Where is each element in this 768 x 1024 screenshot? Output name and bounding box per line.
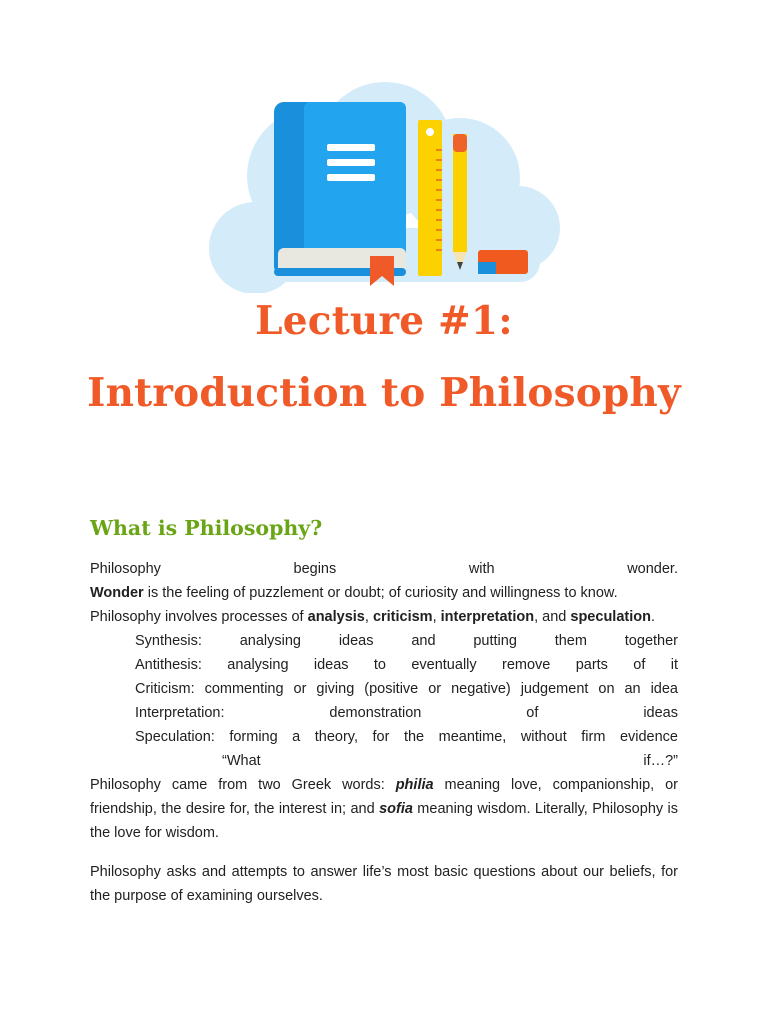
closing-section <box>90 860 678 908</box>
opening-line: Philosophy begins with wonder. <box>90 561 678 577</box>
processes-intro-text: Philosophy involves processes of <box>90 609 308 625</box>
wonder-text: is the feeling of puzzlement or doubt; of curiosity and willingness to know. <box>143 585 618 601</box>
section-heading: What is Philosophy? <box>90 516 323 540</box>
term-analysis: analysis <box>307 609 365 625</box>
separator: , <box>364 609 373 625</box>
eraser-icon <box>478 250 528 274</box>
process-item-interpretation: Interpretation: demonstration of ideas <box>135 705 678 721</box>
separator: , <box>432 609 441 625</box>
lecture-title: Lecture #1: <box>255 298 513 344</box>
term-interpretation: interpretation <box>440 609 535 625</box>
processes-intro <box>90 605 678 629</box>
wonder-term: Wonder <box>90 585 144 601</box>
process-item-antithesis: Antithesis: analysing ideas to eventually remove parts of it <box>135 657 678 673</box>
term-sofia: sofia <box>379 801 413 817</box>
pencil-icon <box>453 134 467 270</box>
process-item-speculation: Speculation: forming a theory, for the meantime, without firm evidence <box>135 729 678 745</box>
sofia-definition: meaning wisdom. Literally, Philosophy is the love for wisdom. <box>90 801 678 841</box>
term-speculation: speculation <box>570 609 651 625</box>
term-philia: philia <box>395 777 434 793</box>
separator: , and <box>534 609 571 625</box>
wonder-definition <box>90 581 678 605</box>
section-body <box>90 557 678 845</box>
lecture-subtitle: Introduction to Philosophy <box>87 370 681 416</box>
term-criticism: criticism <box>372 609 433 625</box>
philia-definition: meaning love, companionship, or friendship, the desire for, the interest in; and <box>90 777 678 817</box>
process-item-synthesis: Synthesis: analysing ideas and putting them together <box>135 633 678 649</box>
process-item-criticism: Criticism: commenting or giving (positive or negative) judgement on an idea <box>135 681 678 697</box>
ruler-icon <box>418 120 442 276</box>
lecture-illustration <box>200 78 570 293</box>
etymology-paragraph <box>90 773 678 845</box>
closing-paragraph: Philosophy asks and attempts to answer life’s most basic questions about our beliefs, for the purpose of examining ourselves. <box>90 864 678 904</box>
book-icon <box>274 102 406 276</box>
etymology-intro: Philosophy came from two Greek words: <box>90 777 396 793</box>
what-if-quote: “What if…?” <box>222 753 678 769</box>
period: . <box>650 609 655 625</box>
